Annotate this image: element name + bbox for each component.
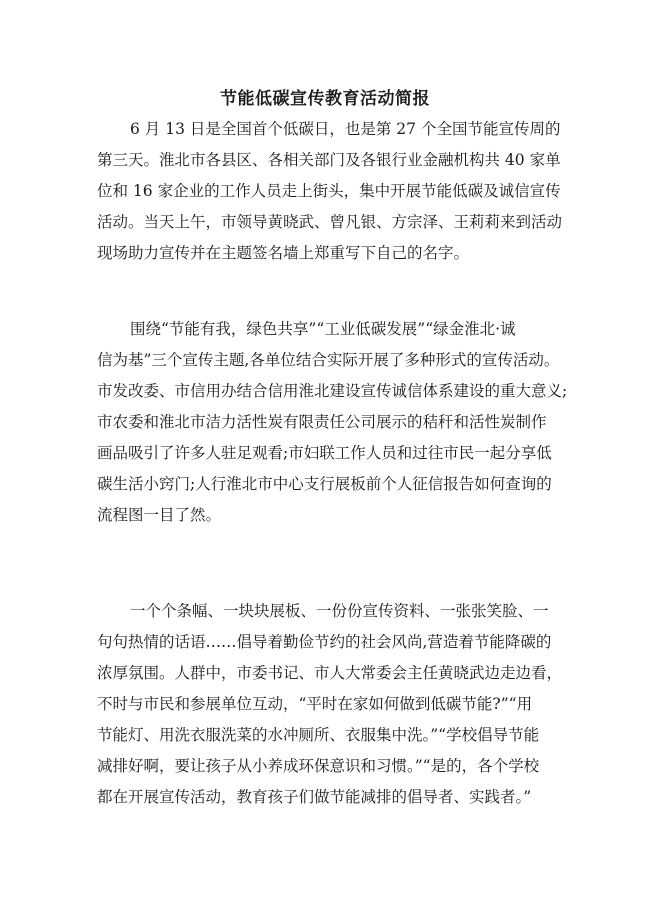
paragraph-line: 6 月 13 日是全国首个低碳日，也是第 27 个全国节能宣传周的 (130, 120, 561, 138)
paragraph-line: 一个个条幅、一块块展板、一份份宣传资料、一张张笑脸、一 (130, 602, 549, 620)
paragraph-2 (97, 314, 568, 531)
paragraph-line: 节能灯、用洗衣服洗菜的水冲厕所、衣服集中洗。”“学校倡导节能 (97, 726, 540, 744)
paragraph-line: 浓厚氛围。人群中，市委书记、市人大常委会主任黄晓武边走边看， (97, 664, 563, 682)
paragraph-line: 画品吸引了许多人驻足观看;市妇联工作人员和过往市民一起分享低 (97, 444, 552, 462)
paragraph-line: 都在开展宣传活动，教育孩子们做节能减排的倡导者、实践者。” (97, 788, 532, 806)
paragraph-line: 碳生活小窍门;人行淮北市中心支行展板前个人征信报告如何查询的 (97, 475, 552, 493)
paragraph-1 (97, 114, 563, 269)
paragraph-line: 市发改委、市信用办结合信用淮北建设宣传诚信体系建设的重大意义; (97, 382, 568, 400)
paragraph-line: 流程图一目了然。 (97, 506, 222, 524)
paragraph-line: 活动。当天上午，市领导黄晓武、曾凡银、方宗泽、王莉莉来到活动 (97, 213, 563, 231)
paragraph-line: 位和 16 家企业的工作人员走上街头，集中开展节能低碳及诚信宣传 (97, 182, 561, 200)
document-title: 节能低碳宣传教育活动简报 (220, 89, 430, 109)
paragraph-line: 减排好啊，要让孩子从小养成环保意识和习惯。”“是的，各个学校 (97, 757, 540, 775)
paragraph-line: 现场助力宣传并在主题签名墙上郑重写下自己的名字。 (97, 244, 470, 262)
paragraph-line: 第三天。淮北市各县区、各相关部门及各银行业金融机构共 40 家单 (97, 151, 561, 169)
paragraph-3 (97, 596, 563, 813)
paragraph-line: 市农委和淮北市洁力活性炭有限责任公司展示的秸秆和活性炭制作 (97, 413, 547, 431)
paragraph-line: 不时与市民和参展单位互动，“平时在家如何做到低碳节能?”“用 (97, 695, 533, 713)
paragraph-line: 围绕“节能有我，绿色共享”“工业低碳发展”“绿金淮北·诚 (130, 320, 516, 338)
paragraph-line: 句句热情的话语……倡导着勤俭节约的社会风尚,营造着节能降碳的 (97, 633, 552, 651)
paragraph-line: 信为基”三个宣传主题,各单位结合实际开展了多种形式的宣传活动。 (97, 351, 560, 369)
